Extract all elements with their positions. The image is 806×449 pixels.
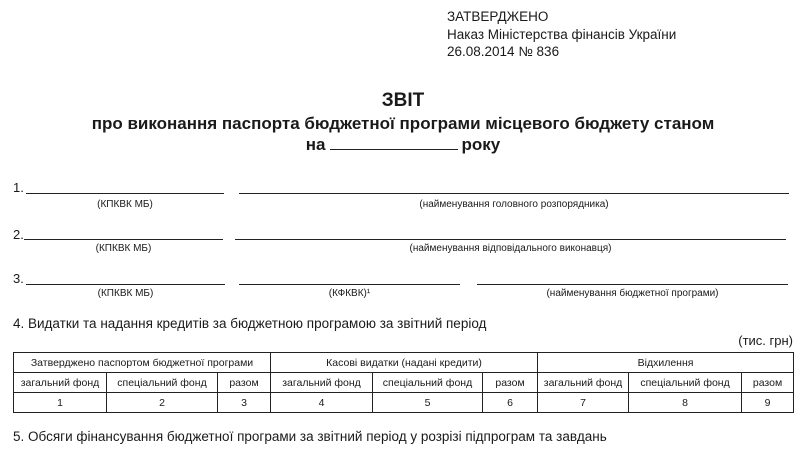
row3-number: 3.	[13, 271, 24, 286]
approval-stamp	[447, 8, 676, 61]
approval-heading: ЗАТВЕРДЖЕНО	[447, 9, 549, 24]
column-header: спеціальний фонд	[629, 373, 742, 393]
row2-kpkvk-blank[interactable]	[24, 239, 223, 240]
date-suffix: року	[461, 135, 501, 154]
row1-manager-caption: (найменування головного розпорядника)	[419, 199, 609, 210]
row2-executor-blank[interactable]	[235, 239, 786, 240]
column-header: загальний фонд	[538, 373, 629, 393]
group-deviation: Відхилення	[538, 353, 794, 373]
approval-order: Наказ Міністерства фінансів України	[447, 26, 677, 42]
row3-kpkvk-caption: (КПКВК МБ)	[97, 288, 154, 299]
row2-executor-caption: (найменування відповідального виконавця)	[409, 243, 612, 254]
column-header: спеціальний фонд	[107, 373, 218, 393]
row1-kpkvk-caption: (КПКВК МБ)	[97, 199, 153, 210]
section4-unit: (тис. грн)	[738, 333, 793, 348]
expenditure-table	[13, 352, 794, 413]
column-number: 8	[629, 393, 742, 413]
row3-kpkvk-blank[interactable]	[26, 284, 225, 285]
column-header: спеціальний фонд	[373, 373, 483, 393]
row3-kfkvk-blank[interactable]	[239, 284, 460, 285]
table-number-row	[14, 393, 794, 413]
column-number: 3	[218, 393, 271, 413]
report-subtitle: про виконання паспорта бюджетної програми місцевого бюджету станом	[91, 114, 715, 133]
row2-number: 2.	[13, 227, 24, 242]
row2-kpkvk-caption: (КПКВК МБ)	[95, 243, 152, 254]
row1-manager-blank[interactable]	[239, 193, 789, 194]
row1-kpkvk-blank[interactable]	[26, 193, 224, 194]
group-approved: Затверджено паспортом бюджетної програми	[14, 353, 271, 373]
row3-program-blank[interactable]	[477, 284, 788, 285]
column-number: 7	[538, 393, 629, 413]
column-header: загальний фонд	[271, 373, 373, 393]
table-column-header-row	[14, 373, 794, 393]
table-group-header-row	[14, 353, 794, 373]
column-number: 5	[373, 393, 483, 413]
section5-title: 5. Обсяги фінансування бюджетної програми за звітний період у розрізі підпрограм та завдань	[13, 429, 607, 444]
column-number: 4	[271, 393, 373, 413]
section4-title: 4. Видатки та надання кредитів за бюджетною програмою за звітний період	[13, 316, 487, 331]
date-blank[interactable]	[330, 135, 458, 150]
column-number: 1	[14, 393, 107, 413]
approval-date: 26.08.2014 № 836	[447, 44, 560, 59]
column-header: загальний фонд	[14, 373, 107, 393]
report-date-line	[0, 135, 806, 155]
row3-program-caption: (найменування бюджетної програми)	[546, 288, 719, 299]
report-title: ЗВІТ	[381, 90, 425, 111]
column-header: разом	[218, 373, 271, 393]
row1-number: 1.	[13, 180, 24, 195]
column-header: разом	[742, 373, 794, 393]
row3-kfkvk-caption: (КФКВК)¹	[328, 288, 371, 299]
column-number: 6	[483, 393, 538, 413]
column-number: 9	[742, 393, 794, 413]
column-number: 2	[107, 393, 218, 413]
date-prefix: на	[305, 135, 326, 154]
column-header: разом	[483, 373, 538, 393]
group-cash-expenditure: Касові видатки (надані кредити)	[271, 353, 538, 373]
